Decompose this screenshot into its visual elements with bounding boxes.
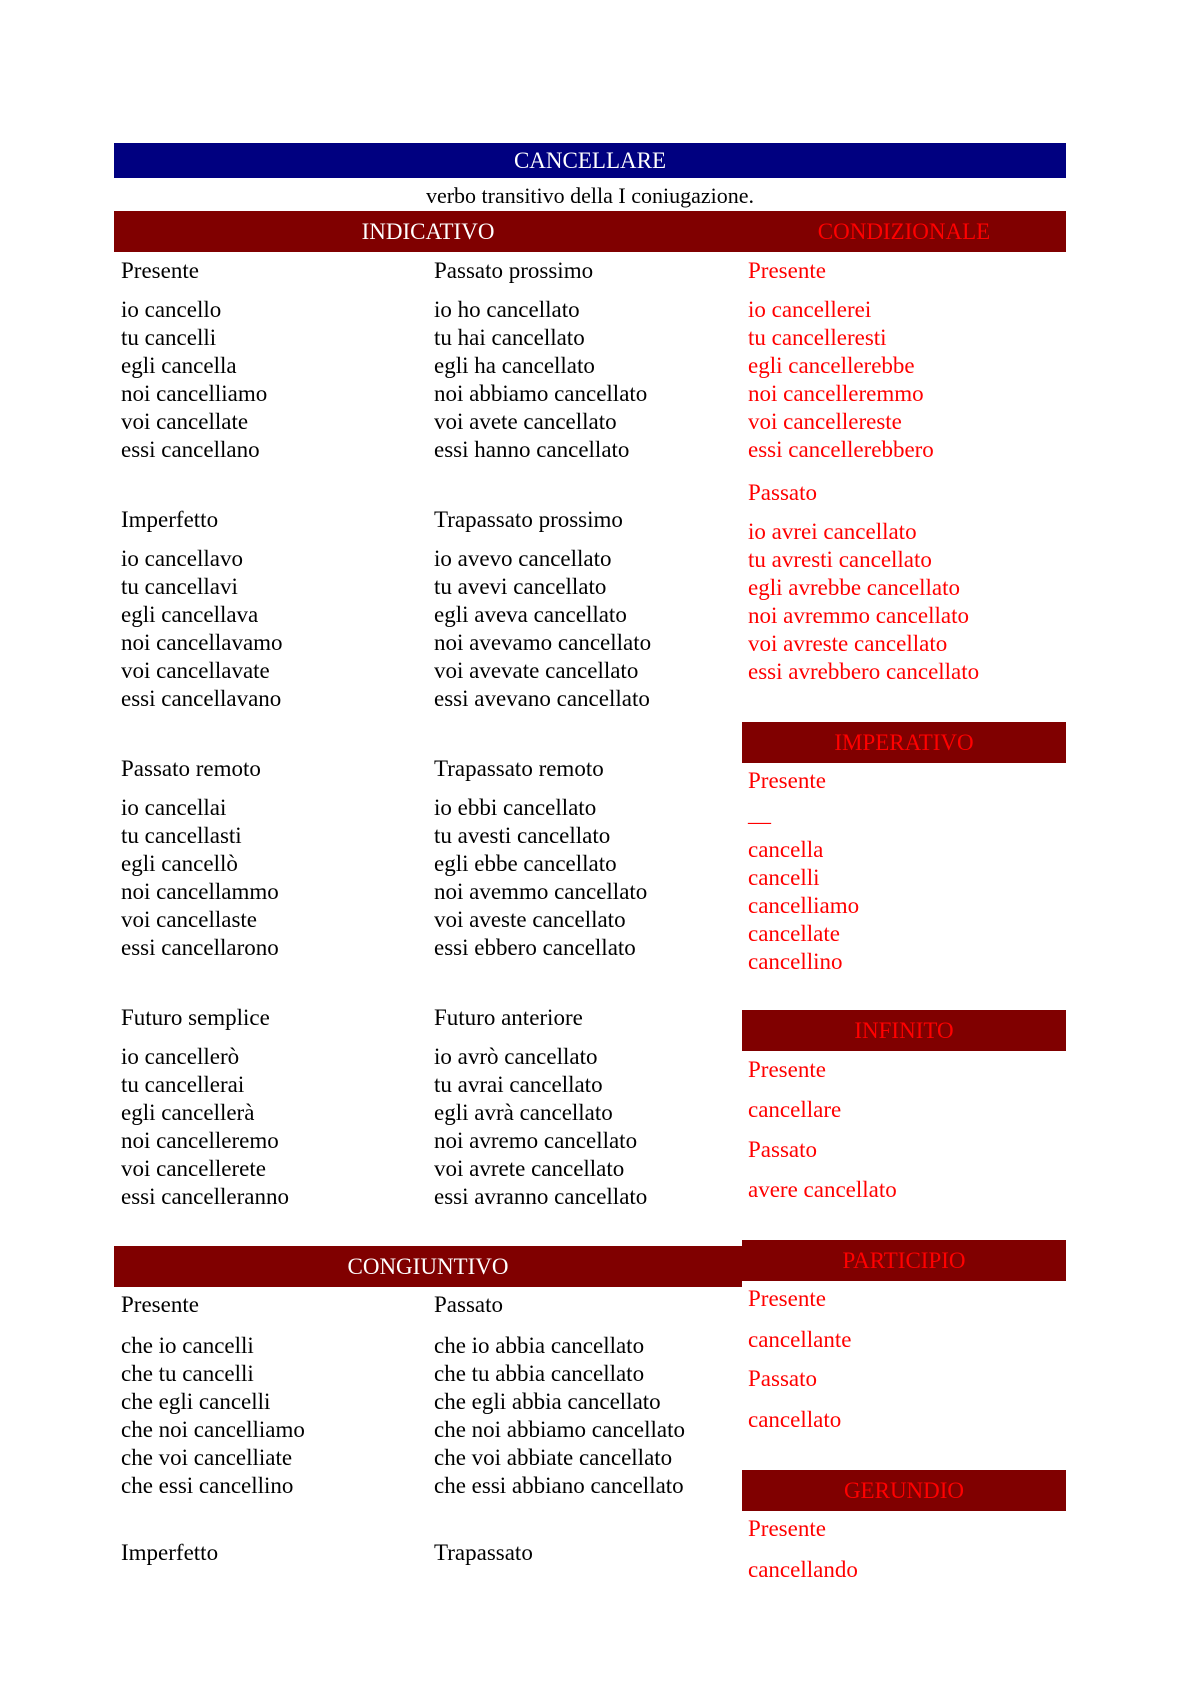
form: voi cancellerete bbox=[121, 1156, 266, 1181]
gerundio-header bbox=[742, 1470, 1066, 1511]
form: voi cancellereste bbox=[748, 409, 902, 434]
form: egli cancellerebbe bbox=[748, 353, 915, 378]
tense-heading: Imperfetto bbox=[121, 1540, 219, 1565]
subtitle: verbo transitivo della I coniugazione. bbox=[425, 183, 755, 208]
imperativo-header bbox=[742, 722, 1066, 763]
form: che tu cancelli bbox=[121, 1361, 254, 1386]
form: noi cancelleremo bbox=[121, 1128, 279, 1153]
form: cancelliamo bbox=[748, 893, 860, 918]
tense-heading: Passato bbox=[434, 1292, 503, 1317]
form: tu cancellerai bbox=[121, 1072, 245, 1097]
form: che essi cancellino bbox=[121, 1473, 294, 1498]
condizionale-header bbox=[742, 211, 1066, 252]
form: tu cancellavi bbox=[121, 574, 238, 599]
form: essi cancelleranno bbox=[121, 1184, 289, 1209]
tense-heading: Trapassato remoto bbox=[434, 756, 604, 781]
form: egli cancellerà bbox=[121, 1100, 255, 1125]
form: essi cancellano bbox=[121, 437, 260, 462]
form: egli avrà cancellato bbox=[434, 1100, 613, 1125]
congiuntivo-header-label: CONGIUNTIVO bbox=[347, 1254, 509, 1279]
tense-heading: Passato bbox=[748, 480, 817, 505]
form: che voi cancelliate bbox=[121, 1445, 293, 1470]
form: cancelli bbox=[748, 865, 820, 890]
condizionale-header-label: CONDIZIONALE bbox=[817, 219, 991, 244]
form: essi cancellarono bbox=[121, 935, 279, 960]
form: noi avremo cancellato bbox=[434, 1128, 638, 1153]
tense-heading: Futuro anteriore bbox=[434, 1005, 583, 1030]
form: che noi cancelliamo bbox=[121, 1417, 305, 1442]
form: essi ebbero cancellato bbox=[434, 935, 636, 960]
form: tu cancelli bbox=[121, 325, 217, 350]
infinito-header bbox=[742, 1010, 1066, 1051]
form: cancella bbox=[748, 837, 824, 862]
form: egli cancellava bbox=[121, 602, 259, 627]
form: egli aveva cancellato bbox=[434, 602, 627, 627]
form: avere cancellato bbox=[748, 1177, 897, 1202]
form: che io cancelli bbox=[121, 1333, 254, 1358]
tense-forms bbox=[434, 545, 651, 713]
tense-heading: Presente bbox=[748, 1057, 826, 1082]
form: io avrei cancellato bbox=[748, 519, 917, 544]
tense-forms bbox=[748, 808, 859, 976]
tense-heading: Presente bbox=[121, 258, 199, 283]
form: tu avresti cancellato bbox=[748, 547, 932, 572]
form: che essi abbiano cancellato bbox=[434, 1473, 684, 1498]
form: voi cancellate bbox=[121, 409, 249, 434]
form: egli ebbe cancellato bbox=[434, 851, 617, 876]
form: noi cancelliamo bbox=[121, 381, 268, 406]
page-title: CANCELLARE bbox=[513, 148, 667, 173]
tense-forms bbox=[434, 1043, 647, 1211]
form: noi avemmo cancellato bbox=[434, 879, 648, 904]
form: cancellino bbox=[748, 949, 843, 974]
tense-heading: Trapassato prossimo bbox=[434, 507, 623, 532]
form: tu avevi cancellato bbox=[434, 574, 607, 599]
form: cancellato bbox=[748, 1407, 842, 1432]
tense-heading: Futuro semplice bbox=[121, 1005, 270, 1030]
tense-heading: Presente bbox=[748, 768, 826, 793]
tense-heading: Passato bbox=[748, 1137, 817, 1162]
tense-forms bbox=[434, 794, 647, 962]
tense-heading: Trapassato bbox=[434, 1540, 533, 1565]
form: egli cancellò bbox=[121, 851, 238, 876]
form: cancellando bbox=[748, 1557, 858, 1582]
form: noi cancellavamo bbox=[121, 630, 283, 655]
form: essi cancellerebbero bbox=[748, 437, 934, 462]
tense-heading: Passato bbox=[748, 1366, 817, 1391]
tense-heading: Passato remoto bbox=[121, 756, 261, 781]
form: voi avreste cancellato bbox=[748, 631, 948, 656]
indicativo-header bbox=[114, 211, 742, 252]
form: noi cancellammo bbox=[121, 879, 279, 904]
form: essi avevano cancellato bbox=[434, 686, 650, 711]
form: egli avrebbe cancellato bbox=[748, 575, 960, 600]
tense-heading: Presente bbox=[748, 258, 826, 283]
form: io cancellerei bbox=[748, 297, 872, 322]
tense-heading: Imperfetto bbox=[121, 507, 219, 532]
form: che egli abbia cancellato bbox=[434, 1389, 661, 1414]
form: che egli cancelli bbox=[121, 1389, 271, 1414]
form: cancellare bbox=[748, 1097, 842, 1122]
form: voi avevate cancellato bbox=[434, 658, 639, 683]
form: io cancello bbox=[121, 297, 222, 322]
form: voi cancellaste bbox=[121, 907, 258, 932]
congiuntivo-header bbox=[114, 1246, 742, 1287]
form: tu avesti cancellato bbox=[434, 823, 611, 848]
form: io cancellai bbox=[121, 795, 227, 820]
tense-heading: Presente bbox=[748, 1286, 826, 1311]
form: io avrò cancellato bbox=[434, 1044, 598, 1069]
form: essi cancellavano bbox=[121, 686, 282, 711]
tense-heading: Passato prossimo bbox=[434, 258, 594, 283]
form: noi avremmo cancellato bbox=[748, 603, 969, 628]
form: voi cancellavate bbox=[121, 658, 270, 683]
form: che tu abbia cancellato bbox=[434, 1361, 645, 1386]
tense-forms bbox=[748, 296, 934, 464]
form: che noi abbiamo cancellato bbox=[434, 1417, 685, 1442]
form: noi avevamo cancellato bbox=[434, 630, 652, 655]
form: io cancellerò bbox=[121, 1044, 240, 1069]
form: io ho cancellato bbox=[434, 297, 580, 322]
tense-forms bbox=[121, 794, 279, 962]
form: io avevo cancellato bbox=[434, 546, 612, 571]
infinito-header-label: INFINITO bbox=[854, 1018, 954, 1043]
gerundio-header-label: GERUNDIO bbox=[843, 1478, 965, 1503]
tense-forms bbox=[434, 1332, 685, 1500]
form: voi aveste cancellato bbox=[434, 907, 626, 932]
tense-forms bbox=[121, 545, 283, 713]
form: che io abbia cancellato bbox=[434, 1333, 645, 1358]
form: tu avrai cancellato bbox=[434, 1072, 603, 1097]
tense-forms bbox=[748, 518, 979, 686]
form: voi avete cancellato bbox=[434, 409, 617, 434]
form: voi avrete cancellato bbox=[434, 1156, 625, 1181]
form: tu cancelleresti bbox=[748, 325, 887, 350]
form: noi abbiamo cancellato bbox=[434, 381, 648, 406]
participio-header-label: PARTICIPIO bbox=[842, 1248, 966, 1273]
tense-heading: Presente bbox=[748, 1516, 826, 1541]
form: io cancellavo bbox=[121, 546, 243, 571]
tense-heading: Presente bbox=[121, 1292, 199, 1317]
form: che voi abbiate cancellato bbox=[434, 1445, 673, 1470]
form: noi cancelleremmo bbox=[748, 381, 924, 406]
form: tu cancellasti bbox=[121, 823, 242, 848]
form: — bbox=[748, 809, 771, 834]
form: essi avranno cancellato bbox=[434, 1184, 648, 1209]
tense-forms bbox=[121, 296, 267, 464]
form: tu hai cancellato bbox=[434, 325, 585, 350]
form: egli cancella bbox=[121, 353, 237, 378]
form: cancellante bbox=[748, 1327, 852, 1352]
tense-forms bbox=[121, 1043, 289, 1211]
tense-forms bbox=[434, 296, 647, 464]
form: egli ha cancellato bbox=[434, 353, 595, 378]
indicativo-header-label: INDICATIVO bbox=[361, 219, 495, 244]
form: io ebbi cancellato bbox=[434, 795, 597, 820]
form: essi avrebbero cancellato bbox=[748, 659, 980, 684]
form: cancellate bbox=[748, 921, 840, 946]
imperativo-header-label: IMPERATIVO bbox=[834, 730, 974, 755]
tense-forms bbox=[121, 1332, 305, 1500]
form: essi hanno cancellato bbox=[434, 437, 630, 462]
participio-header bbox=[742, 1240, 1066, 1281]
page-title-bar bbox=[114, 143, 1066, 178]
